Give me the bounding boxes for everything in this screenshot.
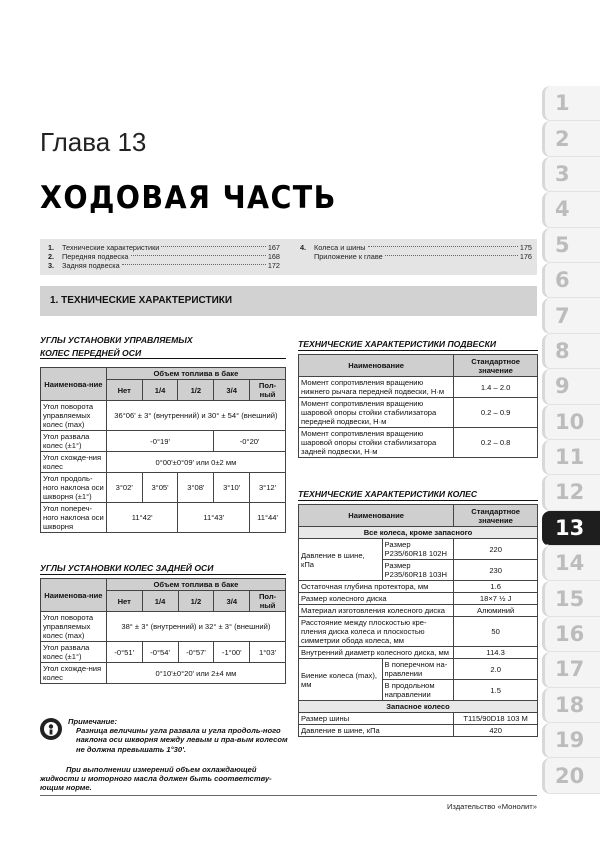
- table-row: [41, 503, 286, 533]
- toc-num: 4.: [300, 243, 307, 253]
- row-name: Внутренний диаметр колесного диска, мм: [299, 647, 454, 659]
- cell-value: T115/90D18 103 M: [454, 713, 538, 725]
- col-fuel-0: Нет: [106, 380, 142, 401]
- toc-label: Приложение к главе: [314, 252, 383, 262]
- toc-right-column: [300, 243, 532, 261]
- cell-value: -0°51': [106, 642, 142, 663]
- chapter-tab-1[interactable]: 1: [542, 86, 600, 121]
- col-name: Наименова-ние: [41, 368, 107, 401]
- table-of-contents: [40, 239, 537, 275]
- cell-value: 3°12': [250, 473, 286, 503]
- col-fuel-group: Объем топлива в баке: [106, 368, 285, 380]
- wheels-table: [298, 504, 538, 737]
- toc-label: Колеса и шины: [314, 243, 366, 253]
- cell-value: 3°05': [142, 473, 178, 503]
- table-row: [299, 377, 538, 398]
- front-axle-heading-line2: КОЛЕС ПЕРЕДНЕЙ ОСИ: [40, 348, 286, 360]
- toc-label: Технические характеристики: [62, 243, 160, 253]
- cell-value: 11°42': [106, 503, 178, 533]
- chapter-tab-6[interactable]: 6: [542, 263, 600, 298]
- note-text-2: При выполнении измерений объем охлаждающей жидкости и моторного масла должен быть соответству-ющим норме.: [40, 765, 272, 793]
- toc-item[interactable]: [48, 243, 280, 252]
- footer-divider: [40, 795, 537, 796]
- toc-dots: [385, 255, 518, 256]
- toc-dots: [122, 264, 266, 265]
- col-fuel-3: 3/4: [214, 380, 250, 401]
- row-subname: Размер P235/60R18 103H: [382, 560, 454, 581]
- cell-value: 50: [454, 617, 538, 647]
- toc-label: Задняя подвеска: [62, 261, 120, 271]
- chapter-tab-16[interactable]: 16: [542, 617, 600, 652]
- cell-value: 38° ± 3° (внутренний) и 32° ± 3° (внешний): [106, 612, 285, 642]
- section-heading: 1. ТЕХНИЧЕСКИЕ ХАРАКТЕРИСТИКИ: [40, 286, 537, 316]
- chapter-tab-9[interactable]: 9: [542, 369, 600, 404]
- cell-value: -0°19': [106, 431, 213, 452]
- row-name: Угол поворота управляемых колес (max): [41, 401, 107, 431]
- table-row: [299, 593, 538, 605]
- col-fuel-2: 1/2: [178, 380, 214, 401]
- table-row: [41, 663, 286, 684]
- suspension-heading: [298, 337, 538, 351]
- cell-value: 36°06' ± 3° (внутренний) и 30° ± 54° (внешний): [106, 401, 285, 431]
- cell-value: Алюминий: [454, 605, 538, 617]
- cell-value: 220: [454, 539, 538, 560]
- cell-value: 0.2 – 0.8: [454, 428, 538, 458]
- col-fuel-1: 1/4: [142, 380, 178, 401]
- cell-value: 2.0: [454, 659, 538, 680]
- note-title: Примечание:: [68, 717, 118, 726]
- chapter-tab-10[interactable]: 10: [542, 405, 600, 440]
- chapter-tab-2[interactable]: 2: [542, 121, 600, 156]
- toc-page: 168: [267, 252, 280, 262]
- cell-value: 0.2 – 0.9: [454, 398, 538, 428]
- row-name: Угол схожде-ния колес: [41, 663, 107, 684]
- col-fuel-4: Пол-ный: [250, 591, 286, 612]
- chapter-tab-12[interactable]: 12: [542, 475, 600, 510]
- col-name: Наименование: [299, 505, 454, 527]
- table-row: [41, 431, 286, 452]
- table-row: [299, 713, 538, 725]
- toc-num: 2.: [48, 252, 55, 262]
- wheels-heading: [298, 487, 538, 501]
- row-name: Материал изготовления колесного диска: [299, 605, 454, 617]
- publisher-footer: Издательство «Монолит»: [446, 802, 537, 811]
- toc-item[interactable]: [300, 243, 532, 252]
- cell-value: 3°08': [178, 473, 214, 503]
- chapter-label: Глава 13: [40, 127, 147, 157]
- col-fuel-1: 1/4: [142, 591, 178, 612]
- wheels-heading-text: ТЕХНИЧЕСКИЕ ХАРАКТЕРИСТИКИ КОЛЕС: [298, 489, 538, 501]
- row-name: Давление в шине, кПа: [299, 539, 383, 581]
- cell-value: -0°20': [214, 431, 286, 452]
- chapter-tab-18[interactable]: 18: [542, 688, 600, 723]
- cell-value: 1.4 – 2.0: [454, 377, 538, 398]
- col-value: Стандартное значение: [454, 505, 538, 527]
- table-row: [41, 452, 286, 473]
- col-fuel-3: 3/4: [214, 591, 250, 612]
- table-row: [299, 539, 538, 560]
- rear-axle-heading: [40, 561, 286, 575]
- row-name: Размер колесного диска: [299, 593, 454, 605]
- chapter-tab-8[interactable]: 8: [542, 334, 600, 369]
- col-name: Наименова-ние: [41, 579, 107, 612]
- subheader-spare-wheel: Запасное колесо: [299, 701, 538, 713]
- col-value: Стандартное значение: [454, 355, 538, 377]
- cell-value: 114.3: [454, 647, 538, 659]
- rear-axle-table: [40, 578, 286, 684]
- table-row: [299, 398, 538, 428]
- row-name: Угол развала колес (±1°): [41, 642, 107, 663]
- table-row: [299, 581, 538, 593]
- cell-value: 420: [454, 725, 538, 737]
- chapter-tab-17[interactable]: 17: [542, 652, 600, 687]
- cell-value: 1.5: [454, 680, 538, 701]
- row-name: Угол попереч-ного наклона оси шкворня: [41, 503, 107, 533]
- row-subname: Размер P235/60R18 102H: [382, 539, 454, 560]
- row-name: Момент сопротивления вращению шаровой опоры стойки стабилизатора передней подвески, Н·м: [299, 398, 454, 428]
- col-name: Наименование: [299, 355, 454, 377]
- cell-value: 230: [454, 560, 538, 581]
- cell-value: -0°54': [142, 642, 178, 663]
- col-fuel-4: Пол-ный: [250, 380, 286, 401]
- rear-axle-heading-text: УГЛЫ УСТАНОВКИ КОЛЕС ЗАДНЕЙ ОСИ: [40, 563, 286, 575]
- table-row: [41, 642, 286, 663]
- table-row: [41, 401, 286, 431]
- cell-value: -1°00': [214, 642, 250, 663]
- toc-dots: [131, 255, 266, 256]
- row-name: Давление в шине, кПа: [299, 725, 454, 737]
- row-subname: В поперечном на-правлении: [382, 659, 454, 680]
- row-name: Момент сопротивления вращению нижнего рычага передней подвески, Н·м: [299, 377, 454, 398]
- suspension-heading-text: ТЕХНИЧЕСКИЕ ХАРАКТЕРИСТИКИ ПОДВЕСКИ: [298, 339, 538, 351]
- toc-label: Передняя подвеска: [62, 252, 129, 262]
- row-name: Угол схожде-ния колес: [41, 452, 107, 473]
- chapter-tab-11[interactable]: 11: [542, 440, 600, 475]
- row-name: Остаточная глубина протектора, мм: [299, 581, 454, 593]
- cell-value: 1°03': [250, 642, 286, 663]
- cell-value: 0°10'±0°20' или 2±4 мм: [106, 663, 285, 684]
- front-axle-heading: [40, 335, 286, 359]
- toc-page: 176: [519, 252, 532, 262]
- row-name: Угол развала колес (±1°): [41, 431, 107, 452]
- toc-dots: [368, 246, 518, 247]
- chapter-tab-14[interactable]: 14: [542, 546, 600, 581]
- chapter-tab-19[interactable]: 19: [542, 723, 600, 758]
- toc-item[interactable]: [300, 252, 532, 261]
- chapter-tab-5[interactable]: 5: [542, 228, 600, 263]
- cell-value: 3°10': [214, 473, 250, 503]
- cell-value: 11°43': [178, 503, 250, 533]
- toc-item[interactable]: [48, 252, 280, 261]
- table-row: [41, 612, 286, 642]
- row-name: Размер шины: [299, 713, 454, 725]
- chapter-tab-20[interactable]: 20: [542, 758, 600, 793]
- chapter-tab-7[interactable]: 7: [542, 298, 600, 333]
- cell-value: 11°44': [250, 503, 286, 533]
- row-name: Угол поворота управляемых колес (max): [41, 612, 107, 642]
- col-fuel-group: Объем топлива в баке: [106, 579, 285, 591]
- table-row: [299, 428, 538, 458]
- toc-item[interactable]: [48, 261, 280, 270]
- suspension-table: [298, 354, 538, 458]
- row-name: Момент сопротивления вращению шаровой опоры стойки стабилизатора задней подвески, Н·м: [299, 428, 454, 458]
- toc-page: 172: [267, 261, 280, 271]
- chapter-tab-4[interactable]: 4: [542, 192, 600, 227]
- warning-icon: [40, 718, 62, 740]
- table-row: [299, 617, 538, 647]
- toc-page: 167: [267, 243, 280, 253]
- row-name: Расстояние между плоскостью кре-пления диска колеса и плоскостью симметрии обода колеса, мм: [299, 617, 454, 647]
- row-name: Биение колеса (max), мм: [299, 659, 383, 701]
- toc-left-column: [48, 243, 280, 271]
- col-fuel-2: 1/2: [178, 591, 214, 612]
- col-fuel-0: Нет: [106, 591, 142, 612]
- table-row: [299, 647, 538, 659]
- toc-num: 3.: [48, 261, 55, 271]
- cell-value: 1.6: [454, 581, 538, 593]
- chapter-tabs: [542, 86, 600, 794]
- chapter-tab-13[interactable]: 13: [542, 511, 600, 546]
- note-block: [68, 717, 290, 754]
- page-title: ХОДОВАЯ ЧАСТЬ: [40, 180, 337, 216]
- cell-value: -0°57': [178, 642, 214, 663]
- table-row: [299, 725, 538, 737]
- subheader-all-wheels: Все колеса, кроме запасного: [299, 527, 538, 539]
- chapter-tab-15[interactable]: 15: [542, 581, 600, 616]
- toc-num: 1.: [48, 243, 55, 253]
- row-name: Угол продоль-ного наклона оси шкворня (±1°): [41, 473, 107, 503]
- cell-value: 3°02': [106, 473, 142, 503]
- front-axle-table: [40, 367, 286, 533]
- row-subname: В продольном направлении: [382, 680, 454, 701]
- table-row: [299, 659, 538, 680]
- cell-value: 18×7 ½ J: [454, 593, 538, 605]
- cell-value: 0°00'±0°09' или 0±2 мм: [106, 452, 285, 473]
- table-row: [299, 605, 538, 617]
- chapter-tab-3[interactable]: 3: [542, 157, 600, 192]
- note-text-1: Разница величины угла развала и угла продоль-ного наклона оси шкворня между левым и пра-вым колесом не должна превышать 1°30'.: [76, 726, 288, 754]
- toc-dots: [161, 246, 265, 247]
- table-row: [41, 473, 286, 503]
- toc-page: 175: [519, 243, 532, 253]
- front-axle-heading-line1: УГЛЫ УСТАНОВКИ УПРАВЛЯЕМЫХ: [40, 335, 193, 345]
